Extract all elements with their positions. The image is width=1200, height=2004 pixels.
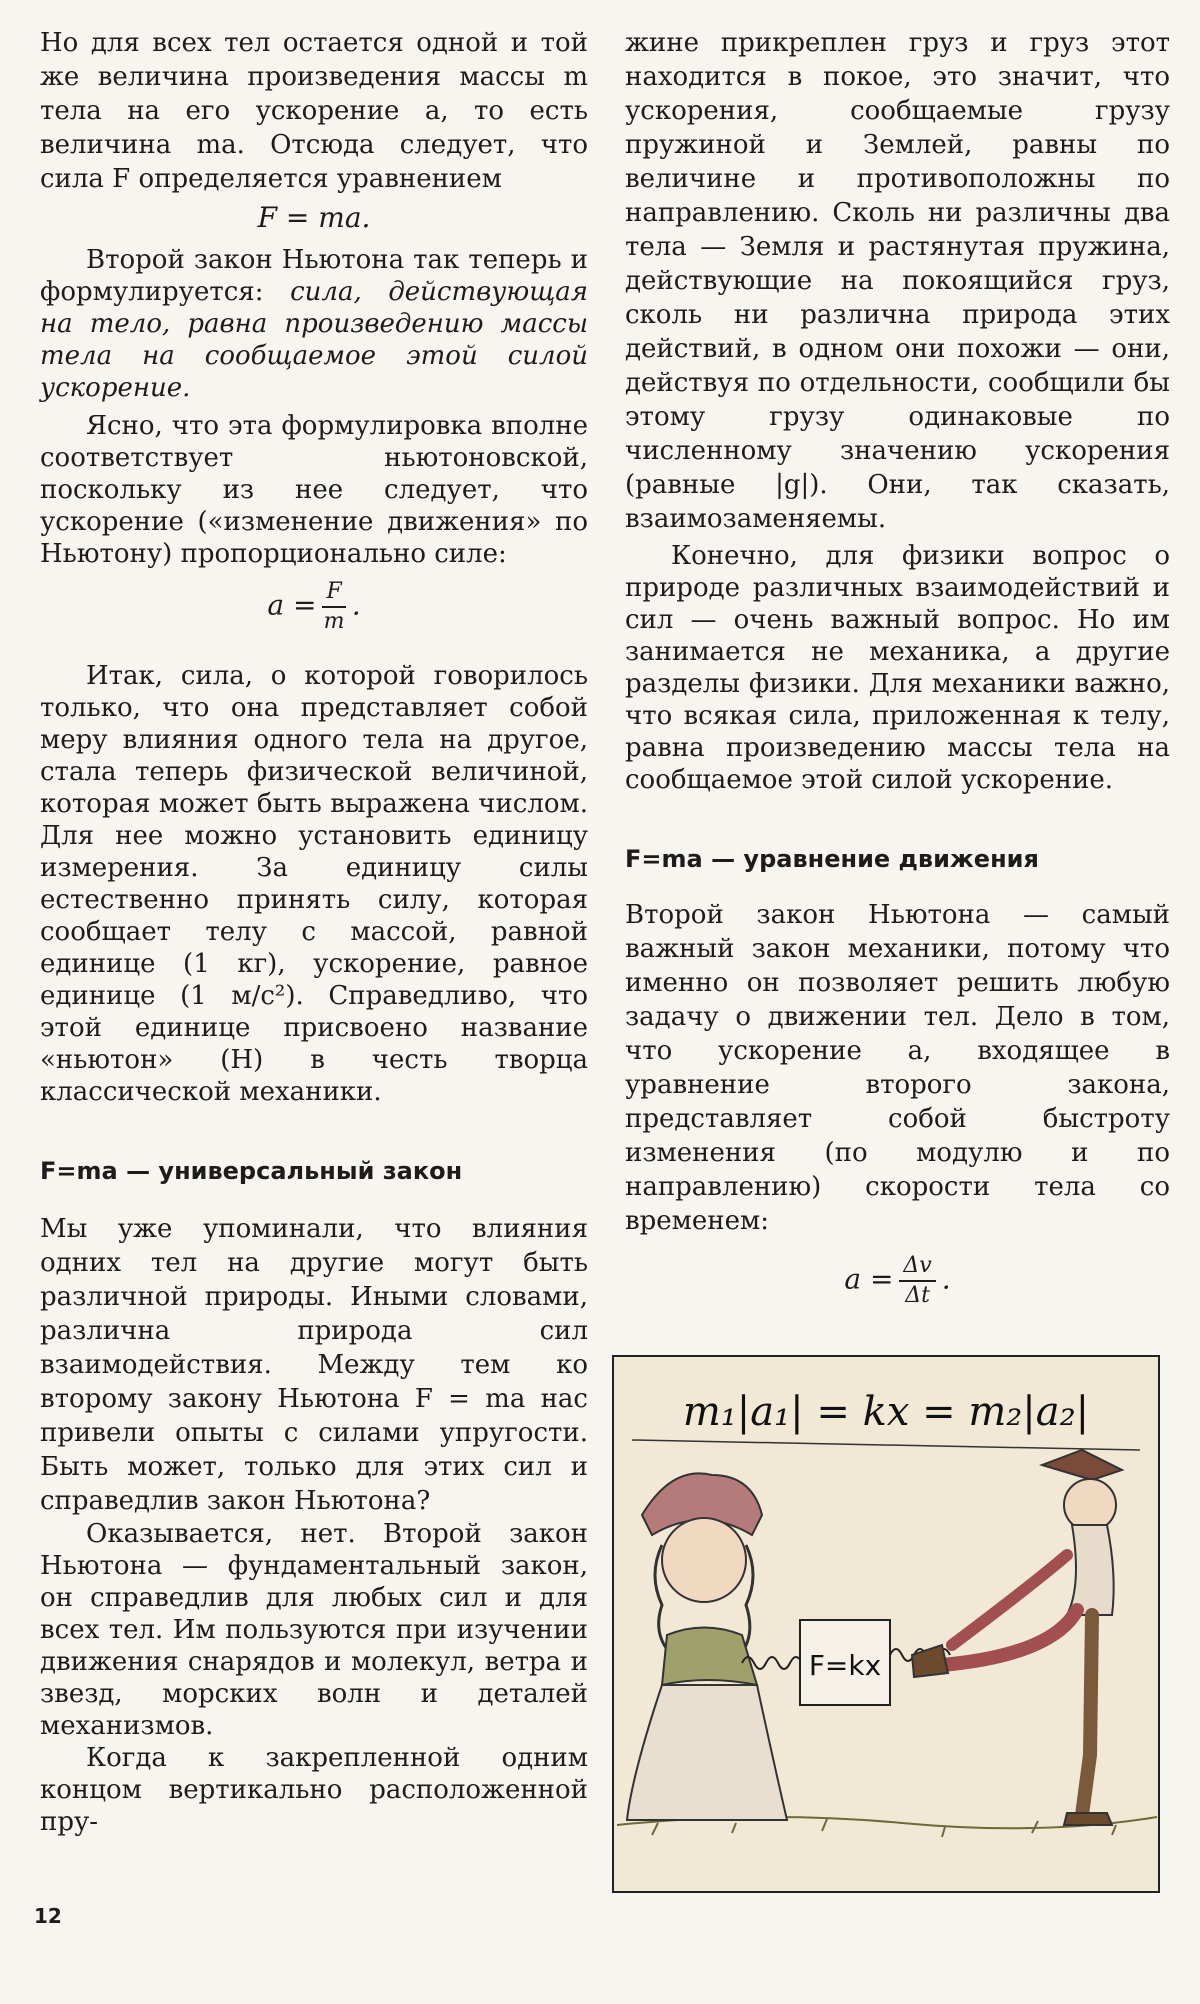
right-column — [625, 26, 1170, 1310]
section-heading-equation-of-motion: F=ma — уравнение движения — [625, 845, 1039, 873]
paragraph: Но для всех тел остается одной и той же величина произведения массы m тела на его ускорение a, то есть величина ma. Отсюда следует, что сила F определяется уравнением — [40, 28, 588, 194]
paragraph: Оказывается, нет. Второй закон Ньютона — фундаментальный закон, он справедлив для любых сил и для всех тел. Им пользуются при изучении движения снарядов и молекул, ветра и звезд, морских волн и деталей механизмов. — [40, 1519, 588, 1741]
formula-acceleration-definition — [625, 1252, 1170, 1310]
fraction-denominator: m — [323, 609, 345, 634]
paragraph-plain-text: Второй закон Ньютона так теперь и формулируется: — [40, 245, 588, 307]
page-number: 12 — [34, 1904, 62, 1928]
formula-lhs: a = — [844, 1262, 894, 1296]
paragraph: Конечно, для физики вопрос о природе различных взаимодействий и сил — очень важный вопрос. Но им занимается не механика, а другие разделы физики. Для механики важно, что всякая сила, приложенная к телу, равна произведению массы тела на сообщаемое этой силой ускорение. — [625, 541, 1170, 795]
formula-acceleration — [40, 578, 588, 636]
paragraph: жине прикреплен груз и груз этот находится в покое, это значит, что ускорения, сообщаемые грузу пружиной и Землей, равны по величине и противоположны по направлению. Сколь ни различны два тела — Земля и растянутая пружина, действующие на покоящийся груз, сколь ни различна природа этих действий, в одном они похожи — они, действуя по отдельности, сообщили бы этому грузу одинаковые по численному значению ускорения (равные |g|). Они, так сказать, взаимозаменяемы. — [625, 28, 1170, 534]
paragraph: Второй закон Ньютона — самый важный закон механики, потому что именно он позволяет решить любую задачу о движении тел. Дело в том, что ускорение a, входящее в уравнение второго закона, представляет собой быстроту изменения (по модулю и по направлению) скорости тела со временем: — [625, 900, 1170, 1236]
paragraph-second-law — [40, 244, 588, 404]
formula-tail: . — [351, 588, 361, 622]
fraction-denominator: Δt — [905, 1283, 930, 1308]
fraction — [322, 578, 345, 636]
formula-newton-second-law: F = ma. — [257, 201, 371, 234]
paragraph: Мы уже упоминали, что влияния одних тел на другие могут быть различной природы. Иными словами, различна природа сил взаимодействия. Между тем ко второму закону Ньютона F = ma нас привели опыты с силами упругости. Быть может, только для этих сил и справедлив закон Ньютона? — [40, 1214, 588, 1516]
weight-box-label: F=kx — [808, 1649, 882, 1682]
section-heading-universal-law: F=ma — универсальный закон — [40, 1157, 463, 1185]
fraction — [899, 1252, 935, 1310]
formula-tail: . — [941, 1262, 951, 1296]
illustration-spring-experiment — [612, 1355, 1160, 1893]
fraction-numerator: Δv — [899, 1252, 935, 1282]
formula-lhs: a = — [267, 588, 317, 622]
fraction-numerator: F — [322, 578, 345, 608]
illustration-caption-formula: m₁|a₁| = kx = m₂|a₂| — [682, 1389, 1090, 1435]
left-column — [40, 26, 588, 1838]
paragraph: Когда к закрепленной одним концом вертикально расположенной пру- — [40, 1743, 588, 1837]
paragraph: Ясно, что эта формулировка вполне соответствует ньютоновской, поскольку из нее следует, что ускорение («изменение движения» по Ньютону) пропорционально силе: — [40, 411, 588, 569]
paragraph: Итак, сила, о которой говорилось только, что она представляет собой меру влияния одного тела на другое, стала теперь физической величиной, которая может быть выражена числом. Для нее можно установить единицу измерения. За единицу силы естественно принять силу, которая сообщает телу с массой, равной единице (1 кг), ускорение, равное единице (1 м/с²). Справедливо, что этой единице присвоено название «ньютон» (Н) в честь творца классической механики. — [40, 661, 588, 1107]
law-statement: сила, действующая на тело, равна произведению массы тела на сообщаемое этой силой ускорение. — [40, 277, 588, 403]
